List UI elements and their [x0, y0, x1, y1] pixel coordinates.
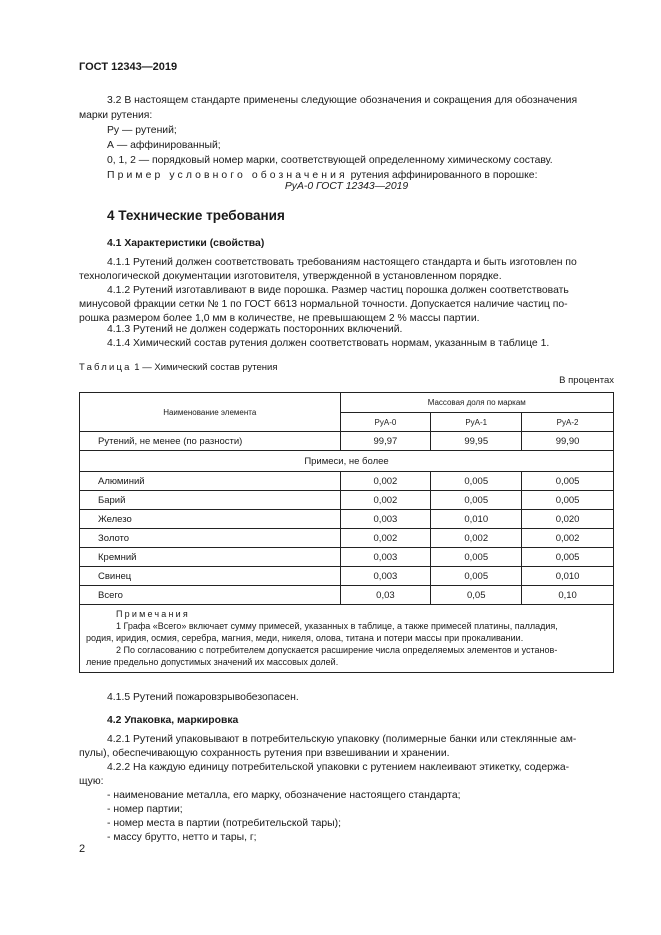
- paragraph-4-1-2-line-2: минусовой фракции сетки № 1 по ГОСТ 6613 нормальной точности. Допускается наличие частиц по-: [79, 299, 568, 310]
- table-row: [80, 548, 614, 567]
- table-row: [80, 567, 614, 586]
- list-item: - наименование металла, его марку, обозначение настоящего стандарта;: [107, 790, 461, 801]
- document-header: ГОСТ 12343—2019: [79, 61, 178, 73]
- value-cell: 0,002: [340, 491, 431, 510]
- paragraph-4-2-2-line-2: щую:: [79, 776, 104, 787]
- column-header-grade: РуА-1: [431, 413, 522, 432]
- value-cell: 0,002: [340, 472, 431, 491]
- designation-a: А — аффинированный;: [107, 140, 221, 151]
- subsection-4-1-title: 4.1 Характеристики (свойства): [107, 238, 265, 249]
- value-cell: 0,005: [522, 548, 614, 567]
- value-cell: 99,95: [431, 432, 522, 451]
- table-caption: [79, 361, 278, 374]
- value-cell: 0,05: [431, 586, 522, 605]
- notes-label: Примечания: [116, 609, 190, 619]
- value-cell: 0,003: [340, 548, 431, 567]
- value-cell: 0,020: [522, 510, 614, 529]
- list-item: - номер места в партии (потребительской тары);: [107, 818, 341, 829]
- paragraph-4-1-4: 4.1.4 Химический состав рутения должен соответствовать нормам, указанным в таблице 1.: [107, 338, 550, 349]
- value-cell: 0,002: [340, 529, 431, 548]
- table-row: [80, 472, 614, 491]
- note-line: ление предельно допустимых значений их массовых долей.: [86, 657, 339, 667]
- example-text: рутения аффинированного в порошке:: [347, 170, 538, 181]
- element-name: Свинец: [80, 567, 341, 586]
- paragraph-3-2-line-1: 3.2 В настоящем стандарте применены следующие обозначения и сокращения для обозначения: [107, 95, 578, 106]
- value-cell: 0,10: [522, 586, 614, 605]
- subsection-4-2-title: 4.2 Упаковка, маркировка: [107, 715, 239, 726]
- table-header-row: [80, 393, 614, 413]
- element-name: Барий: [80, 491, 341, 510]
- value-cell: 0,005: [431, 472, 522, 491]
- paragraph-4-1-5: 4.1.5 Рутений пожаровзрывобезопасен.: [107, 692, 299, 703]
- value-cell: 99,97: [340, 432, 431, 451]
- value-cell: 0,002: [522, 529, 614, 548]
- value-cell: 0,005: [431, 567, 522, 586]
- value-cell: 0,005: [431, 548, 522, 567]
- note-line: 1 Графа «Всего» включает сумму примесей, указанных в таблице, а также примесей платины, палладия,: [116, 621, 558, 631]
- value-cell: 0,002: [431, 529, 522, 548]
- page-number: 2: [79, 843, 86, 855]
- table-caption-label: Таблица: [79, 362, 132, 373]
- column-header-group: Массовая доля по маркам: [340, 393, 614, 413]
- paragraph-4-2-2-line-1: 4.2.2 На каждую единицу потребительской упаковки с рутением наклеивают этикетку, содержа-: [107, 762, 570, 773]
- section-4-title: 4 Технические требования: [107, 208, 285, 223]
- impurities-header-row: [80, 451, 614, 472]
- paragraph-4-1-2-line-3: рошка размером более 1,0 мм в количестве, не превышающем 2 % массы партии.: [79, 313, 480, 324]
- value-cell: 0,005: [431, 491, 522, 510]
- paragraph-4-1-3: 4.1.3 Рутений не должен содержать посторонних включений.: [107, 324, 403, 335]
- element-name: Алюминий: [80, 472, 341, 491]
- table-notes: [80, 605, 614, 673]
- value-cell: 0,003: [340, 510, 431, 529]
- paragraph-4-2-1-line-2: пулы), обеспечивающую сохранность рутения при взвешивании и хранении.: [79, 748, 450, 759]
- element-name: Кремний: [80, 548, 341, 567]
- table-row: [80, 529, 614, 548]
- designation-ru: Ру — рутений;: [107, 125, 177, 136]
- table-row: [80, 586, 614, 605]
- value-cell: 0,010: [431, 510, 522, 529]
- note-line: родия, иридия, осмия, серебра, магния, меди, никеля, олова, титана и потери массы при прокаливании.: [86, 633, 524, 643]
- element-name: Рутений, не менее (по разности): [80, 432, 341, 451]
- value-cell: 0,005: [522, 472, 614, 491]
- element-name: Железо: [80, 510, 341, 529]
- value-cell: 0,005: [522, 491, 614, 510]
- table-row: [80, 510, 614, 529]
- list-item: - номер партии;: [107, 804, 183, 815]
- element-name: Золото: [80, 529, 341, 548]
- value-cell: 0,003: [340, 567, 431, 586]
- example-label: Пример условного обозначения: [107, 170, 348, 181]
- value-cell: 0,010: [522, 567, 614, 586]
- designation-number: 0, 1, 2 — порядковый номер марки, соответствующей определенному химическому составу.: [107, 155, 553, 166]
- chemical-composition-table: [79, 392, 614, 673]
- paragraph-3-2-line-2: марки рутения:: [79, 110, 153, 121]
- impurities-header: Примеси, не более: [80, 451, 614, 472]
- table-units: В процентах: [559, 375, 614, 386]
- example-code: РуА-0 ГОСТ 12343—2019: [284, 181, 409, 192]
- paragraph-4-1-2-line-1: 4.1.2 Рутений изготавливают в виде порошка. Размер частиц порошка должен соответствовать: [107, 285, 569, 296]
- table-caption-text: 1 — Химический состав рутения: [131, 362, 278, 373]
- table-notes-row: [80, 605, 614, 673]
- note-line: 2 По согласованию с потребителем допускается расширение числа определяемых элементов и установ-: [116, 645, 558, 655]
- table-row: [80, 491, 614, 510]
- element-name: Всего: [80, 586, 341, 605]
- value-cell: 0,03: [340, 586, 431, 605]
- paragraph-4-1-1-line-2: технологической документации изготовителя, утвержденной в установленном порядке.: [79, 271, 502, 282]
- column-header-element: Наименование элемента: [80, 393, 341, 432]
- column-header-grade: РуА-0: [340, 413, 431, 432]
- value-cell: 99,90: [522, 432, 614, 451]
- paragraph-4-1-1-line-1: 4.1.1 Рутений должен соответствовать требованиям настоящего стандарта и быть изготовлен по: [107, 257, 577, 268]
- table-row: [80, 432, 614, 451]
- list-item: - массу брутто, нетто и тары, г;: [107, 832, 257, 843]
- paragraph-4-2-1-line-1: 4.2.1 Рутений упаковывают в потребительскую упаковку (полимерные банки или стеклянные ам-: [107, 734, 577, 745]
- column-header-grade: РуА-2: [522, 413, 614, 432]
